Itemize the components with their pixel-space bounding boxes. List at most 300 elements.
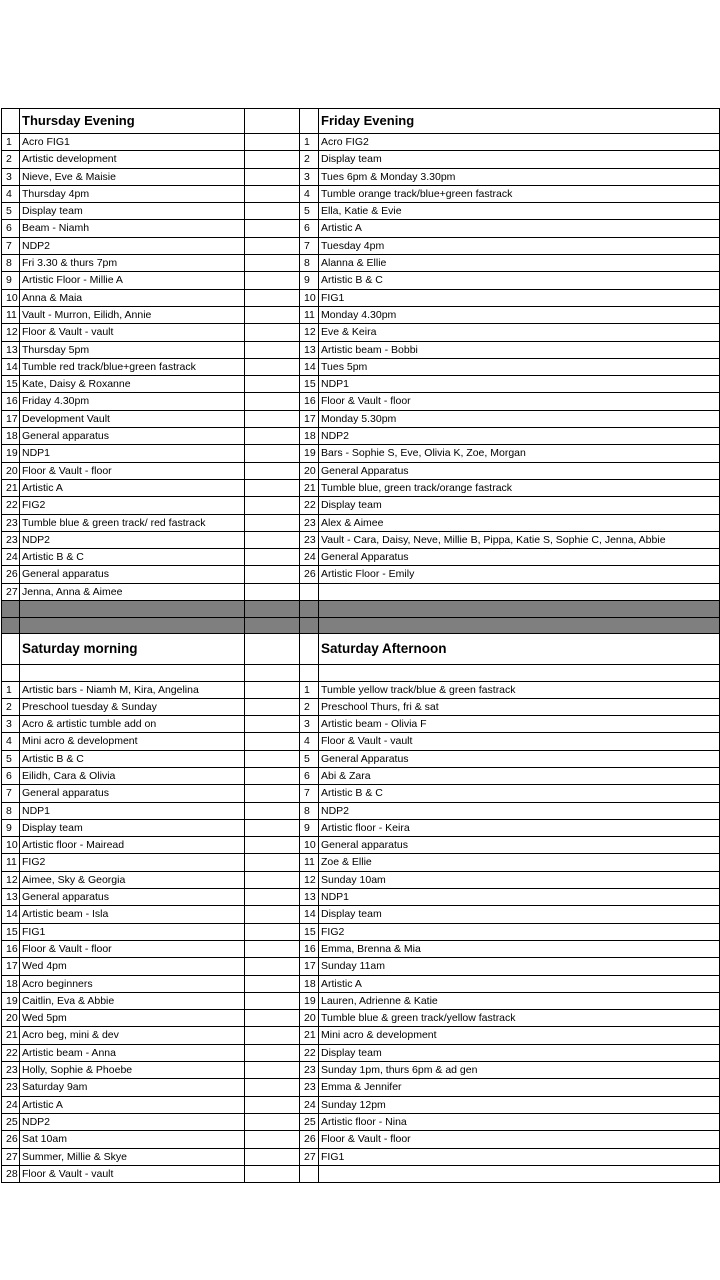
row-text: NDP2 [319, 802, 720, 819]
row-number: 11 [300, 306, 319, 323]
row-number: 10 [2, 837, 20, 854]
row-text: Tumble orange track/blue+green fastrack [319, 185, 720, 202]
row-number: 26 [2, 566, 20, 583]
row-number: 13 [2, 889, 20, 906]
cell [245, 940, 300, 957]
row-text: Emma & Jennifer [319, 1079, 720, 1096]
cell [245, 109, 300, 134]
cell [245, 802, 300, 819]
table-row [2, 802, 720, 819]
row-number: 14 [300, 906, 319, 923]
row-text: Artistic development [20, 151, 245, 168]
row-number: 5 [2, 750, 20, 767]
row-number: 1 [2, 134, 20, 151]
row-text: Beam - Niamh [20, 220, 245, 237]
row-text: Ella, Katie & Evie [319, 203, 720, 220]
cell [20, 617, 245, 634]
row-number [300, 1165, 319, 1182]
row-number: 7 [2, 237, 20, 254]
table-row [2, 1027, 720, 1044]
table-row [2, 906, 720, 923]
cell [245, 255, 300, 272]
row-number: 17 [2, 410, 20, 427]
row-text: Abi & Zara [319, 768, 720, 785]
row-text: Artistic floor - Keira [319, 819, 720, 836]
row-text: General apparatus [20, 889, 245, 906]
table-row [2, 1148, 720, 1165]
cell [319, 617, 720, 634]
row-number: 26 [300, 1131, 319, 1148]
table-row [2, 531, 720, 548]
row-text: NDP1 [319, 376, 720, 393]
cell [245, 1131, 300, 1148]
cell [245, 975, 300, 992]
table-row [2, 958, 720, 975]
cell [319, 665, 720, 682]
cell [245, 906, 300, 923]
cell [245, 819, 300, 836]
cell [245, 716, 300, 733]
row-text: Zoe & Ellie [319, 854, 720, 871]
row-number: 3 [2, 168, 20, 185]
cell [245, 1044, 300, 1061]
row-text [319, 1165, 720, 1182]
cell [20, 601, 245, 618]
cell [319, 601, 720, 618]
cell [245, 854, 300, 871]
row-number: 15 [300, 376, 319, 393]
row-text: Acro FIG1 [20, 134, 245, 151]
table-row [2, 324, 720, 341]
cell [245, 324, 300, 341]
cell [245, 1096, 300, 1113]
row-number: 8 [300, 802, 319, 819]
cell [245, 358, 300, 375]
row-text: Floor & Vault - floor [20, 940, 245, 957]
row-text: Tumble blue & green track/ red fastrack [20, 514, 245, 531]
table-row [2, 1079, 720, 1096]
row-text: Display team [20, 819, 245, 836]
row-text: Mini acro & development [20, 733, 245, 750]
row-text: Artistic A [319, 975, 720, 992]
row-text: NDP2 [319, 428, 720, 445]
row-number: 16 [300, 940, 319, 957]
row-text: Artistic A [319, 220, 720, 237]
row-text: Caitlin, Eva & Abbie [20, 992, 245, 1009]
row-number: 1 [300, 681, 319, 698]
row-text: Sunday 11am [319, 958, 720, 975]
row-number: 3 [300, 716, 319, 733]
row-text: FIG2 [20, 497, 245, 514]
cell [245, 617, 300, 634]
row-number: 23 [2, 531, 20, 548]
table-row [2, 889, 720, 906]
cell [300, 617, 319, 634]
cell [245, 168, 300, 185]
table-row [2, 168, 720, 185]
cell [245, 665, 300, 682]
row-text: Artistic B & C [319, 785, 720, 802]
table-row [2, 1010, 720, 1027]
row-number: 12 [300, 871, 319, 888]
cell [300, 634, 319, 665]
cell [2, 634, 20, 665]
row-text: NDP1 [20, 445, 245, 462]
cell [245, 220, 300, 237]
separator-row [2, 601, 720, 618]
cell [245, 785, 300, 802]
cell [2, 601, 20, 618]
row-number: 6 [300, 220, 319, 237]
row-text: FIG2 [319, 923, 720, 940]
row-text: Display team [319, 906, 720, 923]
table-row [2, 837, 720, 854]
cell [245, 272, 300, 289]
row-number: 27 [300, 1148, 319, 1165]
row-number: 8 [2, 802, 20, 819]
row-text: Floor & Vault - floor [20, 462, 245, 479]
table-row [2, 1113, 720, 1130]
row-text: Summer, Millie & Skye [20, 1148, 245, 1165]
row-number: 19 [2, 992, 20, 1009]
schedule-body [2, 109, 720, 1183]
table-row [2, 237, 720, 254]
table-row [2, 445, 720, 462]
friday-evening-title: Friday Evening [319, 109, 720, 134]
row-number: 2 [300, 698, 319, 715]
cell [245, 768, 300, 785]
row-text: Thursday 5pm [20, 341, 245, 358]
section-header-row [2, 109, 720, 134]
row-text: NDP2 [20, 531, 245, 548]
cell [245, 151, 300, 168]
row-number: 10 [300, 837, 319, 854]
row-text: Kate, Daisy & Roxanne [20, 376, 245, 393]
row-text: Bars - Sophie S, Eve, Olivia K, Zoe, Morgan [319, 445, 720, 462]
row-text: FIG1 [20, 923, 245, 940]
cell [245, 531, 300, 548]
row-text: Display team [319, 151, 720, 168]
cell [300, 601, 319, 618]
cell [245, 462, 300, 479]
row-text: Tues 5pm [319, 358, 720, 375]
row-number: 1 [300, 134, 319, 151]
row-text: FIG1 [319, 289, 720, 306]
cell [245, 634, 300, 665]
row-text: Acro & artistic tumble add on [20, 716, 245, 733]
row-text: Artistic A [20, 479, 245, 496]
row-number: 21 [2, 479, 20, 496]
row-text: Wed 4pm [20, 958, 245, 975]
table-row [2, 992, 720, 1009]
cell [245, 237, 300, 254]
row-number: 11 [2, 854, 20, 871]
row-number: 23 [2, 1079, 20, 1096]
row-text: Floor & Vault - vault [20, 324, 245, 341]
row-number: 8 [300, 255, 319, 272]
row-text: Anna & Maia [20, 289, 245, 306]
row-number: 22 [300, 1044, 319, 1061]
row-text: Emma, Brenna & Mia [319, 940, 720, 957]
row-number: 23 [2, 1062, 20, 1079]
table-row [2, 358, 720, 375]
row-number: 24 [300, 1096, 319, 1113]
cell [245, 203, 300, 220]
row-text: Eve & Keira [319, 324, 720, 341]
cell [245, 134, 300, 151]
cell [245, 479, 300, 496]
row-number: 26 [300, 566, 319, 583]
row-text: Artistic bars - Niamh M, Kira, Angelina [20, 681, 245, 698]
row-number: 23 [300, 1062, 319, 1079]
table-row [2, 203, 720, 220]
row-text: Display team [319, 1044, 720, 1061]
row-number: 27 [2, 583, 20, 600]
row-text: Sat 10am [20, 1131, 245, 1148]
thursday-evening-title: Thursday Evening [20, 109, 245, 134]
cell [2, 665, 20, 682]
row-number: 14 [300, 358, 319, 375]
table-row [2, 514, 720, 531]
row-text: Preschool tuesday & Sunday [20, 698, 245, 715]
row-text: General apparatus [319, 837, 720, 854]
table-row [2, 479, 720, 496]
row-number: 2 [300, 151, 319, 168]
row-text: General apparatus [20, 428, 245, 445]
row-number: 22 [2, 497, 20, 514]
row-text: Friday 4.30pm [20, 393, 245, 410]
cell [245, 1113, 300, 1130]
row-text: Lauren, Adrienne & Katie [319, 992, 720, 1009]
row-number: 24 [300, 549, 319, 566]
row-number: 5 [300, 203, 319, 220]
cell [20, 665, 245, 682]
row-number: 19 [300, 992, 319, 1009]
row-text: Sunday 12pm [319, 1096, 720, 1113]
row-number: 12 [2, 871, 20, 888]
table-row [2, 716, 720, 733]
row-number: 22 [2, 1044, 20, 1061]
cell [245, 497, 300, 514]
row-number: 8 [2, 255, 20, 272]
row-number: 15 [300, 923, 319, 940]
row-text: Monday 4.30pm [319, 306, 720, 323]
cell [245, 514, 300, 531]
row-number: 3 [300, 168, 319, 185]
row-text: Floor & Vault - floor [319, 393, 720, 410]
cell [245, 992, 300, 1009]
cell [245, 583, 300, 600]
row-text: Monday 5.30pm [319, 410, 720, 427]
row-text: Floor & Vault - vault [319, 733, 720, 750]
row-text: Alanna & Ellie [319, 255, 720, 272]
cell [245, 923, 300, 940]
row-text: Artistic A [20, 1096, 245, 1113]
section-header-row [2, 634, 720, 665]
table-row [2, 1062, 720, 1079]
row-text: Jenna, Anna & Aimee [20, 583, 245, 600]
row-text: FIG1 [319, 1148, 720, 1165]
row-number: 20 [2, 462, 20, 479]
table-row [2, 854, 720, 871]
row-number: 13 [300, 341, 319, 358]
row-number: 3 [2, 716, 20, 733]
row-text: FIG2 [20, 854, 245, 871]
row-number: 17 [300, 958, 319, 975]
row-number: 13 [2, 341, 20, 358]
row-number: 10 [300, 289, 319, 306]
table-row [2, 185, 720, 202]
row-text: Artistic B & C [20, 549, 245, 566]
table-row [2, 151, 720, 168]
saturday-afternoon-title: Saturday Afternoon [319, 634, 720, 665]
row-text: Sunday 1pm, thurs 6pm & ad gen [319, 1062, 720, 1079]
row-number: 9 [2, 819, 20, 836]
row-number: 22 [300, 497, 319, 514]
row-number: 25 [2, 1113, 20, 1130]
row-text: Artistic Floor - Millie A [20, 272, 245, 289]
row-number: 1 [2, 681, 20, 698]
row-number: 19 [300, 445, 319, 462]
row-text: Mini acro & development [319, 1027, 720, 1044]
row-number: 10 [2, 289, 20, 306]
cell [245, 750, 300, 767]
cell [300, 665, 319, 682]
cell [245, 1079, 300, 1096]
table-row [2, 410, 720, 427]
row-text: Holly, Sophie & Phoebe [20, 1062, 245, 1079]
row-text: Fri 3.30 & thurs 7pm [20, 255, 245, 272]
row-text: Tumble red track/blue+green fastrack [20, 358, 245, 375]
cell [245, 1148, 300, 1165]
cell [245, 410, 300, 427]
row-text [319, 583, 720, 600]
row-text: Artistic B & C [319, 272, 720, 289]
cell [245, 566, 300, 583]
row-text: Acro FIG2 [319, 134, 720, 151]
row-text: Artistic beam - Anna [20, 1044, 245, 1061]
row-number [300, 583, 319, 600]
cell [245, 681, 300, 698]
table-row [2, 549, 720, 566]
cell [245, 289, 300, 306]
table-row [2, 566, 720, 583]
row-text: Tuesday 4pm [319, 237, 720, 254]
row-number: 24 [2, 549, 20, 566]
row-number: 16 [2, 940, 20, 957]
row-number: 5 [300, 750, 319, 767]
row-text: Thursday 4pm [20, 185, 245, 202]
row-text: Alex & Aimee [319, 514, 720, 531]
table-row [2, 428, 720, 445]
row-text: General apparatus [20, 785, 245, 802]
row-number: 25 [300, 1113, 319, 1130]
table-row [2, 289, 720, 306]
table-row [2, 462, 720, 479]
table-row [2, 698, 720, 715]
cell [245, 549, 300, 566]
saturday-morning-title: Saturday morning [20, 634, 245, 665]
row-text: NDP2 [20, 1113, 245, 1130]
row-text: NDP1 [20, 802, 245, 819]
row-number: 6 [2, 768, 20, 785]
cell [245, 445, 300, 462]
row-number: 15 [2, 923, 20, 940]
table-row [2, 1165, 720, 1182]
row-number: 21 [300, 479, 319, 496]
row-text: General Apparatus [319, 750, 720, 767]
row-number: 18 [300, 975, 319, 992]
row-text: Display team [319, 497, 720, 514]
cell [245, 1165, 300, 1182]
row-number: 12 [2, 324, 20, 341]
row-text: Artistic beam - Isla [20, 906, 245, 923]
row-number: 4 [2, 733, 20, 750]
row-text: Eilidh, Cara & Olivia [20, 768, 245, 785]
row-text: Artistic Floor - Emily [319, 566, 720, 583]
row-number: 9 [300, 272, 319, 289]
row-number: 14 [2, 906, 20, 923]
row-number: 18 [2, 428, 20, 445]
row-number: 28 [2, 1165, 20, 1182]
separator-row [2, 617, 720, 634]
cell [245, 871, 300, 888]
row-number: 11 [2, 306, 20, 323]
row-text: NDP1 [319, 889, 720, 906]
table-row [2, 497, 720, 514]
row-number: 26 [2, 1131, 20, 1148]
table-row [2, 750, 720, 767]
row-number: 20 [300, 462, 319, 479]
cell [245, 376, 300, 393]
row-number: 23 [2, 514, 20, 531]
table-row [2, 134, 720, 151]
cell [245, 733, 300, 750]
row-number: 5 [2, 203, 20, 220]
table-row [2, 255, 720, 272]
row-number: 19 [2, 445, 20, 462]
row-number: 7 [2, 785, 20, 802]
table-row [2, 272, 720, 289]
row-text: Artistic floor - Mairead [20, 837, 245, 854]
row-number: 23 [300, 1079, 319, 1096]
cell [245, 889, 300, 906]
row-number: 4 [300, 185, 319, 202]
cell [245, 306, 300, 323]
row-number: 17 [2, 958, 20, 975]
row-text: Aimee, Sky & Georgia [20, 871, 245, 888]
cell [2, 109, 20, 134]
row-text: Sunday 10am [319, 871, 720, 888]
row-text: Saturday 9am [20, 1079, 245, 1096]
row-number: 14 [2, 358, 20, 375]
row-number: 11 [300, 854, 319, 871]
table-row [2, 341, 720, 358]
row-number: 6 [2, 220, 20, 237]
row-text: Vault - Murron, Eilidh, Annie [20, 306, 245, 323]
table-row [2, 583, 720, 600]
table-row [2, 681, 720, 698]
row-number: 23 [300, 514, 319, 531]
row-text: Tumble yellow track/blue & green fastrack [319, 681, 720, 698]
row-number: 2 [2, 151, 20, 168]
cell [245, 341, 300, 358]
row-number: 16 [2, 393, 20, 410]
row-number: 9 [300, 819, 319, 836]
row-text: Artistic beam - Olivia F [319, 716, 720, 733]
row-number: 17 [300, 410, 319, 427]
table-row [2, 393, 720, 410]
